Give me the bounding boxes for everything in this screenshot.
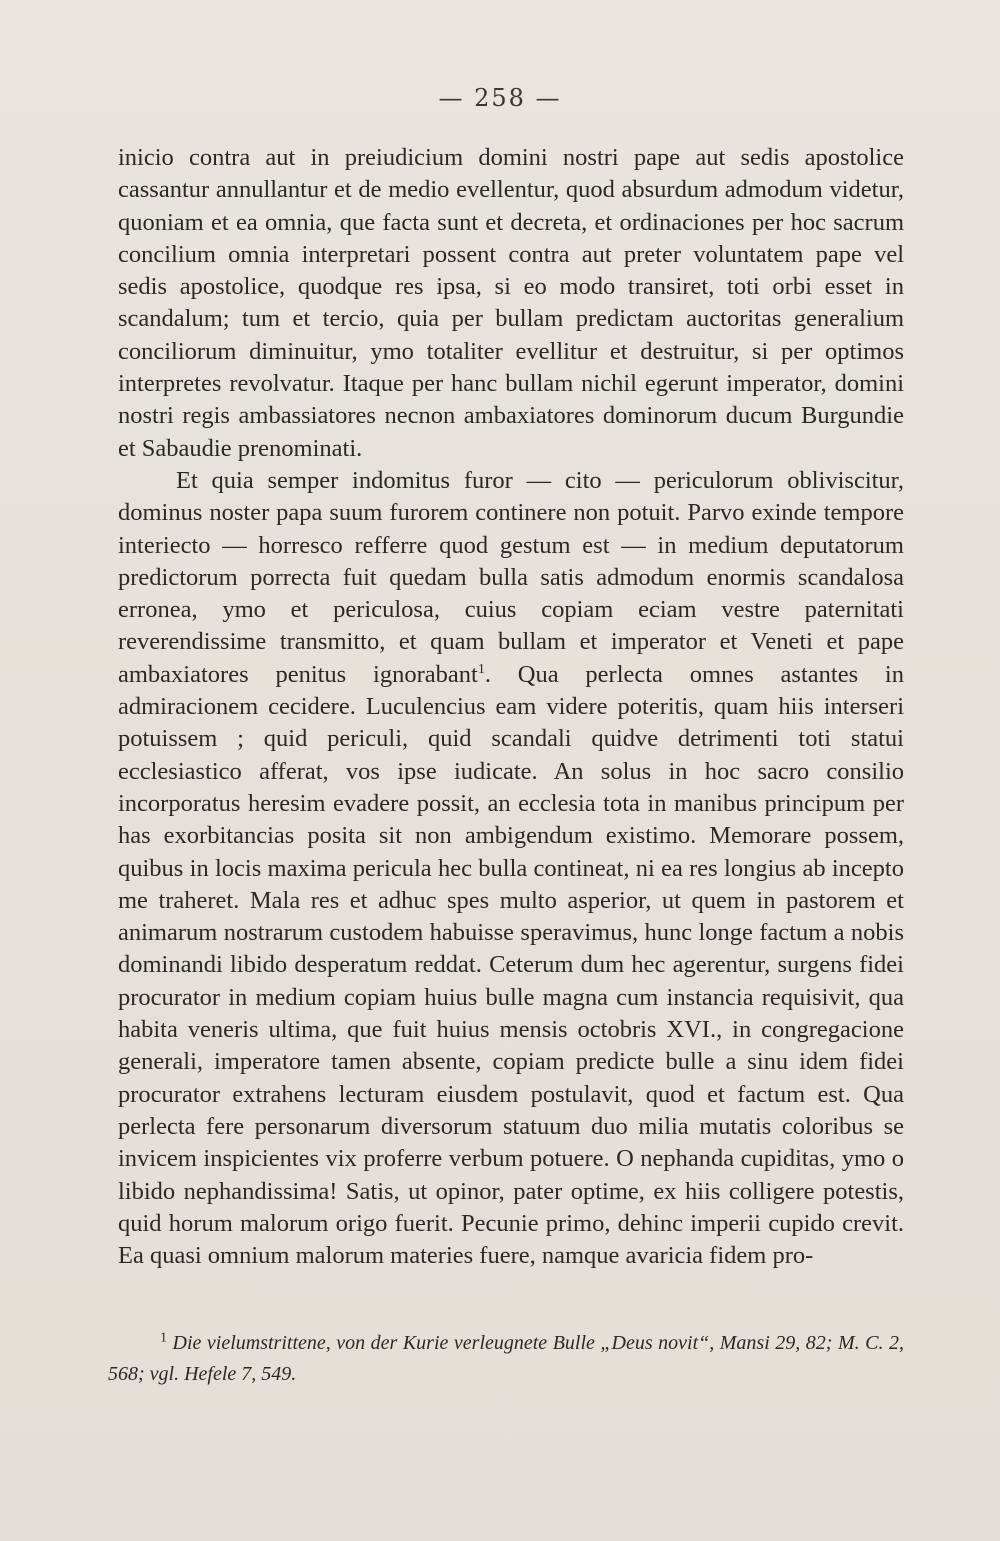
paragraph-2-part-1: Et quia semper indomitus furor — cito — periculorum obliviscitur, dominus noster papa suum furorem continere non potuit. Parvo exinde tempore interiecto — horresco refferre quod gestum est — in medium deputatorum predictorum porrecta fuit quedam bulla satis admodum enormis scandalosa erronea, ymo et periculosa, cuius copiam eciam vestre paternitati reverendissime transmitto, et quam bullam et imperator et Veneti et pape ambaxiatores penitus ignorabant — [118, 466, 904, 688]
paragraph-1: inicio contra aut in preiudicium domini nostri pape aut sedis apostolice cassantur annullantur et de medio evellentur, quod absurdum admodum videtur, quoniam et ea omnia, que facta sunt et decreta, et ordinaciones per hoc sacrum concilium omnia interpretari possent contra aut preter voluntatem pape vel sedis apostolice, quodque res ipsa, si eo modo transiret, toti orbi esset in scandalum; tum et tercio, quia per bullam predictam auctoritas generalium conciliorum diminuitur, ymo totaliter evellitur et destruitur, si per optimos interpretes revolvatur. Itaque per hanc bullam nichil egerunt imperator, domini nostri regis ambassiatores necnon ambaxiatores dominorum ducum Burgundie et Sabaudie prenominati. — [118, 144, 904, 462]
footnotes-block — [108, 1328, 904, 1390]
footnote-1 — [108, 1328, 904, 1390]
footnote-text: Die vielumstrittene, von der Kurie verleugnete Bulle „Deus novit“, Mansi 29, 82; M. C. 2, 568; vgl. Hefele 7, 549. — [108, 1332, 904, 1385]
footnote-mark: 1 — [160, 1330, 167, 1346]
main-text-block — [118, 142, 904, 1272]
paragraph-2-part-2: . Qua perlecta omnes astantes in admiracionem cecidere. Luculencius eam videre poteritis, quam hiis interseri potuissem ; quid periculi, quid scandali quidve detrimenti toti statui ecclesiastico afferat, vos ipse iudicate. An solus in hoc sacro consilio incorporatus heresim evadere possit, an ecclesia tota in manibus principum per has exorbitancias posita sit non ambigendum existimo. Memorare possem, quibus in locis maxima pericula hec bulla contineat, ni ea res longius ab incepto me traheret. Mala res et adhuc spes multo asperior, ut quem in pastorem et animarum nostrarum custodem habuisse speravimus, hunc longe factum a nobis dominandi libido desperatum reddat. Ceterum dum hec agerentur, surgens fidei procurator in medium copiam huius bulle magna cum instancia requisivit, qua habita veneris ultima, que fuit huius mensis octobris XVI., in congregacione generali, imperatore tamen absente, copiam predicte bulle a sinu idem fidei procurator extrahens lecturam eiusdem postulavit, quod et factum est. Qua perlecta fere personarum diversorum statuum duo milia mutatis coloribus se invicem inspicientes vix proferre verbum potuere. O nephanda cupiditas, ymo o libido nephandissima! Satis, ut opinor, pater optime, ex hiis colligere potestis, quid horum malorum origo fuerit. Pecunie primo, dehinc imperii cupido crevit. Ea quasi omnium malorum materies fuere, namque avaricia fidem pro- — [118, 660, 904, 1270]
footnote-reference: 1 — [477, 661, 485, 677]
paragraph-2 — [118, 465, 904, 1272]
page-number-header: — 258 — — [438, 84, 562, 112]
